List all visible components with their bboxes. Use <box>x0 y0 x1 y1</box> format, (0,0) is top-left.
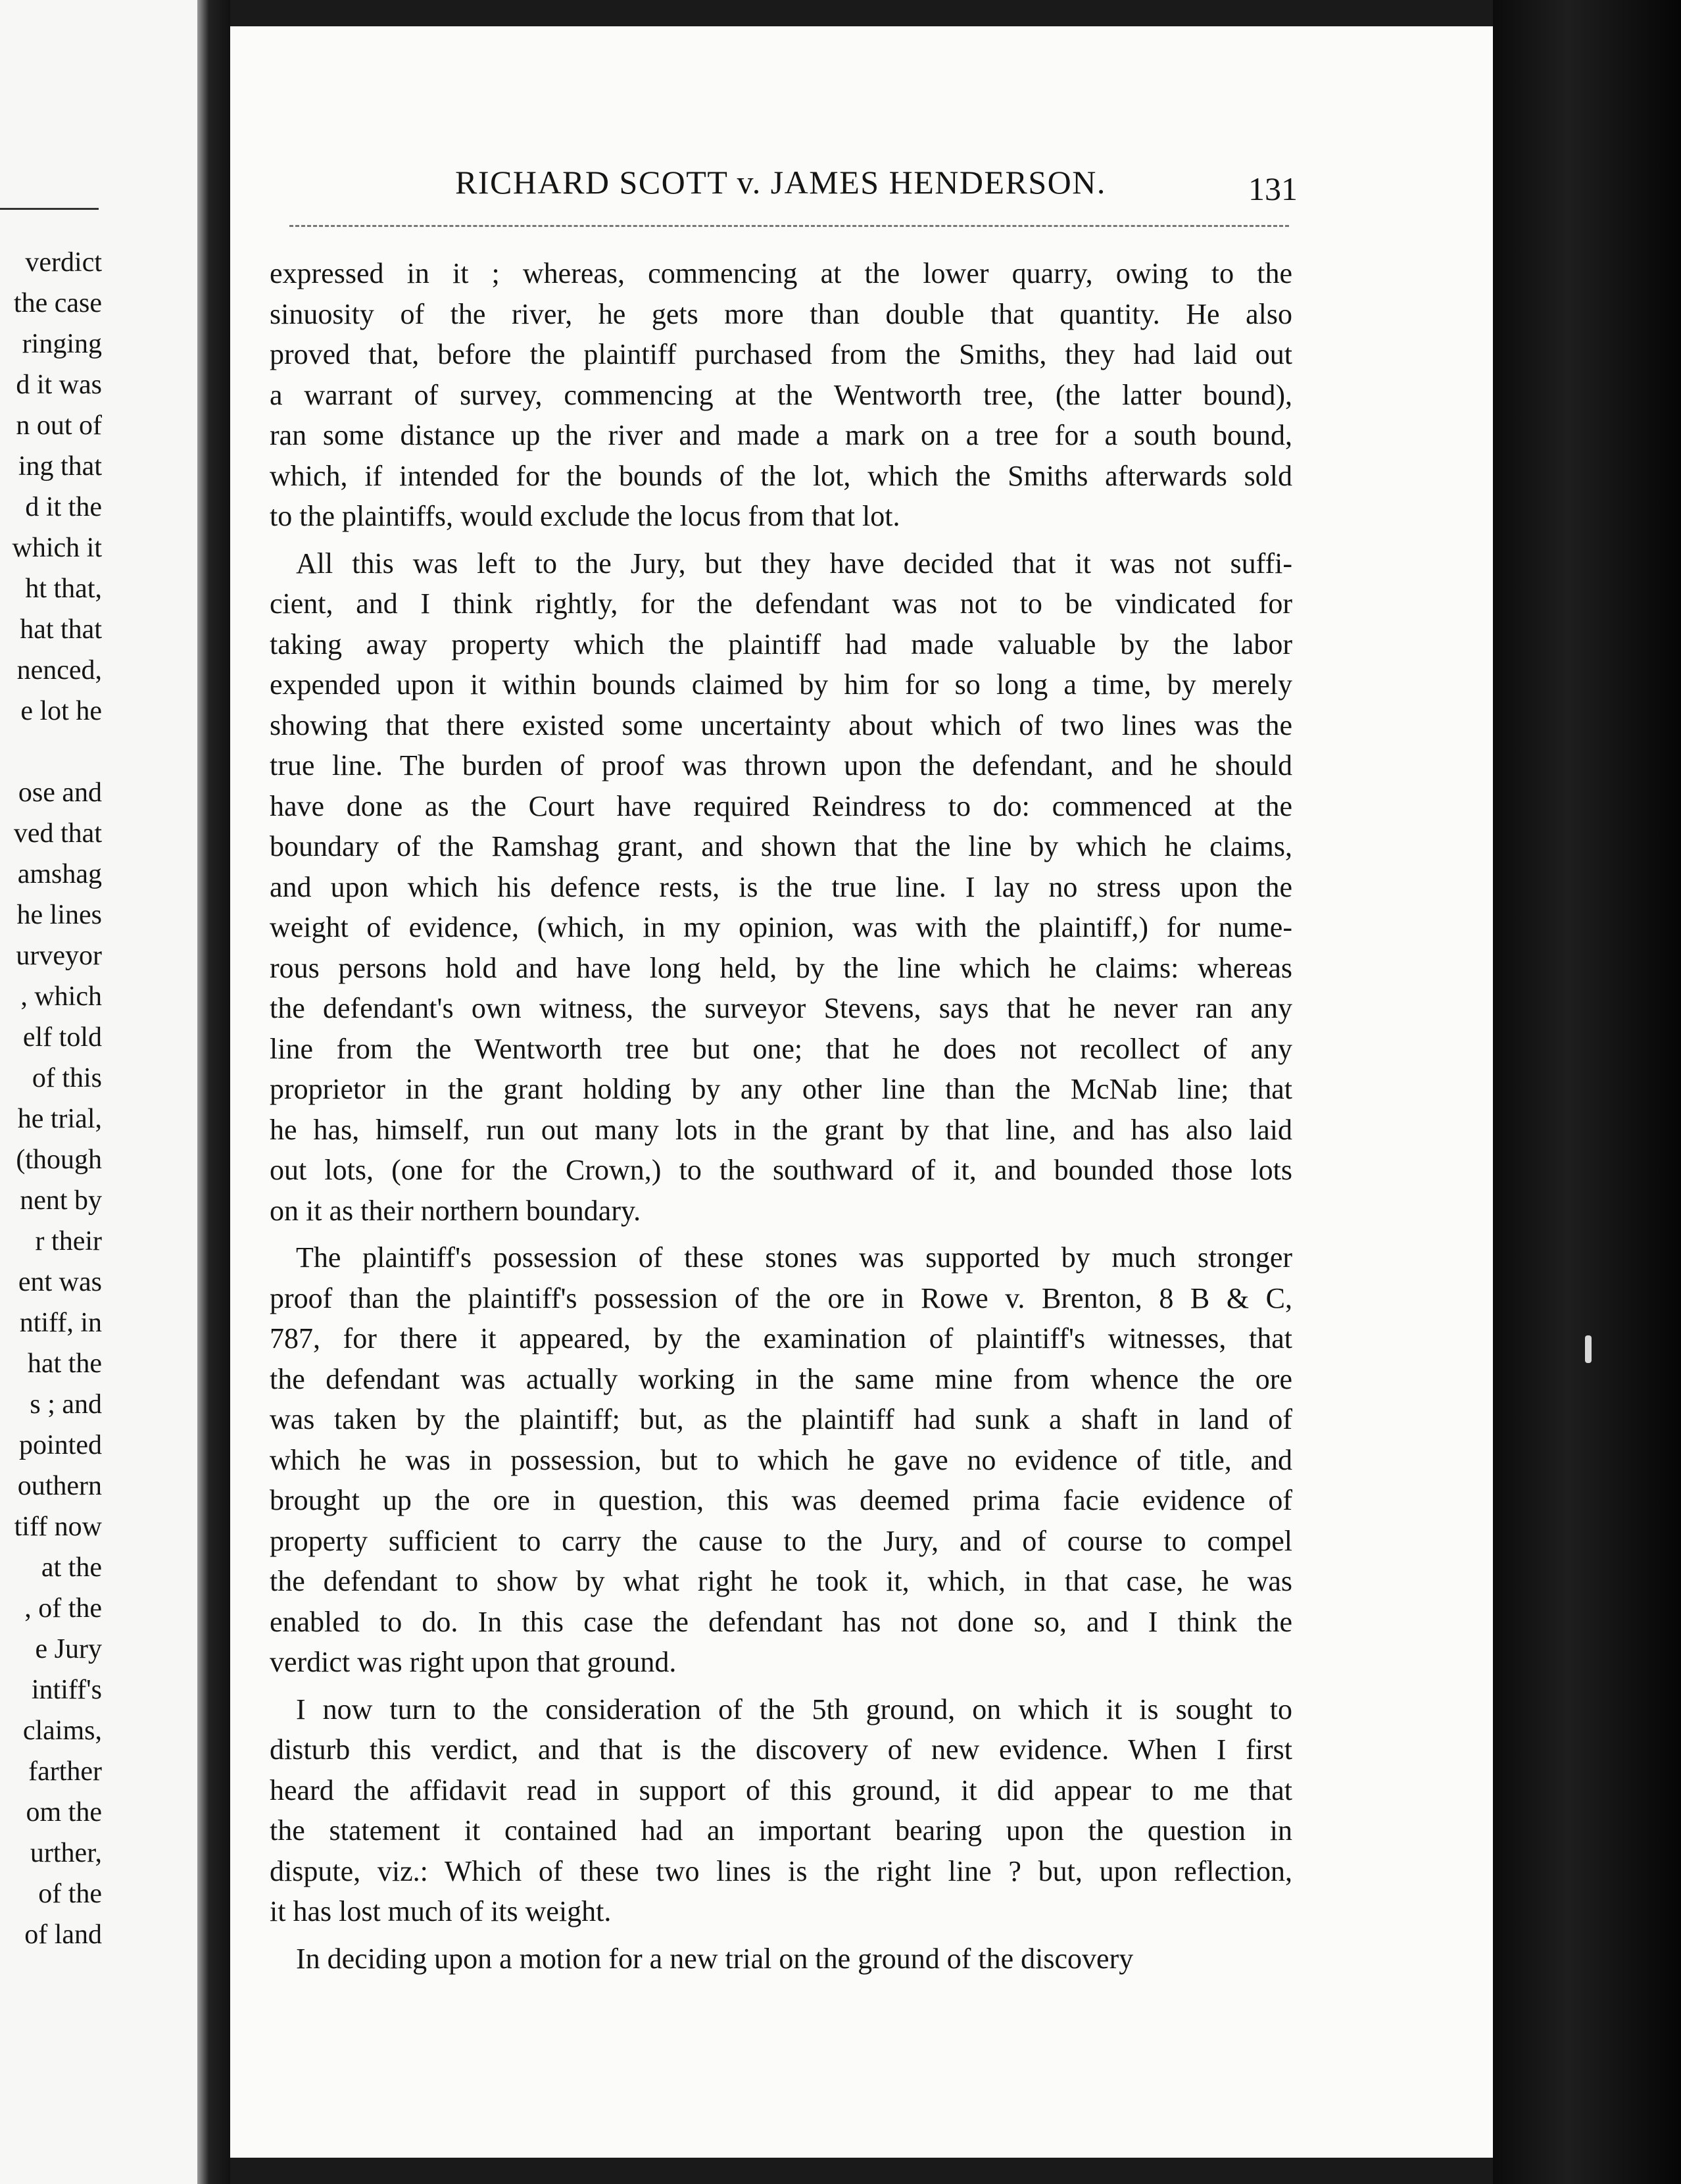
text-line: a warrant of survey, commencing at the Wentworth tree, (the latter bound), <box>270 378 1292 411</box>
facing-page-line: e Jury <box>35 1634 102 1664</box>
paragraph <box>270 1689 1292 1932</box>
facing-page-rule <box>0 208 99 210</box>
body-text <box>270 253 1292 1979</box>
facing-page-line: of the <box>38 1879 102 1909</box>
facing-page-line: ved that <box>13 818 102 849</box>
paragraph <box>270 1939 1292 1979</box>
facing-page-line: claims, <box>22 1716 102 1746</box>
facing-page-line: at the <box>41 1552 102 1583</box>
text-line: the statement it contained had an important bearing upon the question in <box>270 1814 1292 1847</box>
text-line: and upon which his defence rests, is the true line. I lay no stress upon the <box>270 870 1292 903</box>
facing-page-line: hat that <box>20 614 102 645</box>
facing-page-line: ntiff, in <box>19 1308 102 1338</box>
text-line: enabled to do. In this case the defendant has not done so, and I think the <box>270 1605 1292 1638</box>
facing-page-line: d it was <box>16 370 102 400</box>
facing-page-line: urther, <box>30 1838 102 1868</box>
text-line: he has, himself, run out many lots in the grant by that line, and has also laid <box>270 1113 1292 1146</box>
text-line: true line. The burden of proof was thrown upon the defendant, and he should <box>270 749 1292 782</box>
text-line: out lots, (one for the Crown,) to the southward of it, and bounded those lots <box>270 1154 1292 1186</box>
paragraph <box>270 1237 1292 1683</box>
facing-page-line <box>0 732 102 772</box>
text-line: which he was in possession, but to which he gave no evidence of title, and <box>270 1443 1292 1476</box>
text-line: the defendant was actually working in the same mine from whence the ore <box>270 1362 1292 1395</box>
facing-page-line: intiff's <box>31 1675 102 1705</box>
facing-page-line: , of the <box>24 1593 102 1624</box>
text-line: expended upon it within bounds claimed by him for so long a time, by merely <box>270 668 1292 701</box>
text-line: heard the affidavit read in support of this ground, it did appear to me that <box>270 1774 1292 1806</box>
text-line: which, if intended for the bounds of the lot, which the Smiths afterwards sold <box>270 459 1292 492</box>
facing-page-line: of land <box>24 1920 102 1950</box>
facing-page-line: e lot he <box>20 696 102 726</box>
text-line: taking away property which the plaintiff had made valuable by the labor <box>270 628 1292 660</box>
facing-page-line: of this <box>32 1063 102 1093</box>
facing-page-line: s ; and <box>30 1389 102 1420</box>
text-line: disturb this verdict, and that is the discovery of new evidence. When I first <box>270 1733 1292 1766</box>
facing-page-line: , which <box>20 981 102 1012</box>
facing-page-line: d it the <box>25 492 102 522</box>
text-line: have done as the Court have required Reindress to do: commenced at the <box>270 789 1292 822</box>
facing-page-line: ht that, <box>25 574 102 604</box>
paragraph <box>270 543 1292 1231</box>
text-line: the defendant's own witness, the surveyor Stevens, says that he never ran any <box>270 992 1292 1024</box>
text-line: The plaintiff's possession of these stones was supported by much stronger <box>296 1241 1292 1274</box>
facing-page-line: ing that <box>18 451 102 482</box>
facing-page-line: farther <box>28 1756 102 1787</box>
text-line: ran some distance up the river and made a mark on a tree for a south bound, <box>270 419 1292 451</box>
text-line: 787, for there it appeared, by the examination of plaintiff's witnesses, that <box>270 1322 1292 1354</box>
text-line: rous persons hold and have long held, by the line which he claims: whereas <box>270 951 1292 984</box>
text-line: In deciding upon a motion for a new trial on the ground of the discovery <box>296 1942 1134 1975</box>
facing-page-line: n out of <box>16 410 102 441</box>
text-line: brought up the ore in question, this was deemed prima facie evidence of <box>270 1484 1292 1516</box>
facing-page-line: he lines <box>16 900 102 930</box>
facing-page-line: nenced, <box>16 655 102 685</box>
facing-page-line: ose and <box>18 778 102 808</box>
book-edge <box>1493 0 1681 2184</box>
text-line: verdict was right upon that ground. <box>270 1646 677 1678</box>
facing-page-line: nent by <box>20 1185 102 1216</box>
facing-page-line: ringing <box>22 329 102 359</box>
facing-page-line: which it <box>12 533 102 563</box>
text-line: it has lost much of its weight. <box>270 1895 612 1927</box>
edge-mark <box>1585 1335 1592 1363</box>
facing-page-line: tiff now <box>14 1512 102 1542</box>
facing-page-line: outhern <box>17 1471 102 1501</box>
text-line: on it as their northern boundary. <box>270 1194 641 1227</box>
facing-page-line: urveyor <box>16 941 102 971</box>
text-line: showing that there existed some uncertainty about which of two lines was the <box>270 708 1292 741</box>
text-line: the defendant to show by what right he took it, which, in that case, he was <box>270 1565 1292 1597</box>
text-line: proof than the plaintiff's possession of the ore in Rowe v. Brenton, 8 B & C, <box>270 1281 1292 1314</box>
facing-page-line: r their <box>35 1226 102 1256</box>
text-line: line from the Wentworth tree but one; that he does not recollect of any <box>270 1032 1292 1065</box>
text-line: property sufficient to carry the cause to the Jury, and of course to compel <box>270 1524 1292 1557</box>
running-head: RICHARD SCOTT v. JAMES HENDERSON. <box>455 164 1106 201</box>
text-line: dispute, viz.: Which of these two lines is the right line ? but, upon reflection, <box>270 1854 1292 1887</box>
page-number: 131 <box>1248 170 1298 207</box>
text-line: boundary of the Ramshag grant, and shown that the line by which he claims, <box>270 830 1292 862</box>
facing-page-line: he trial, <box>17 1104 102 1134</box>
header-rule <box>289 225 1289 227</box>
facing-page-line: amshag <box>17 859 102 889</box>
facing-page-line: hat the <box>27 1349 102 1379</box>
facing-page-line: om the <box>26 1797 102 1827</box>
paragraph <box>270 253 1292 537</box>
text-line: proved that, before the plaintiff purchased from the Smiths, they had laid out <box>270 338 1292 370</box>
text-line: cient, and I think rightly, for the defendant was not to be vindicated for <box>270 587 1292 620</box>
facing-page-line: ent was <box>18 1267 102 1297</box>
text-line: expressed in it ; whereas, commencing at the lower quarry, owing to the <box>270 257 1292 289</box>
text-line: All this was left to the Jury, but they have decided that it was not suffi- <box>296 547 1292 580</box>
book-gutter <box>197 0 230 2184</box>
text-line: weight of evidence, (which, in my opinion, was with the plaintiff,) for nume- <box>270 911 1292 943</box>
facing-page-line: pointed <box>19 1430 102 1460</box>
facing-page-line: (though <box>16 1145 102 1175</box>
facing-page-line: elf told <box>22 1022 102 1053</box>
text-line: to the plaintiffs, would exclude the locus from that lot. <box>270 500 900 532</box>
text-line: sinuosity of the river, he gets more than double that quantity. He also <box>270 297 1292 330</box>
facing-page-text <box>0 242 102 1955</box>
text-line: was taken by the plaintiff; but, as the plaintiff had sunk a shaft in land of <box>270 1403 1292 1435</box>
facing-page-line: the case <box>13 288 102 318</box>
text-line: I now turn to the consideration of the 5th ground, on which it is sought to <box>296 1693 1292 1725</box>
facing-page-line: verdict <box>25 247 102 278</box>
facing-page <box>0 0 197 2184</box>
text-line: proprietor in the grant holding by any other line than the McNab line; that <box>270 1073 1292 1105</box>
